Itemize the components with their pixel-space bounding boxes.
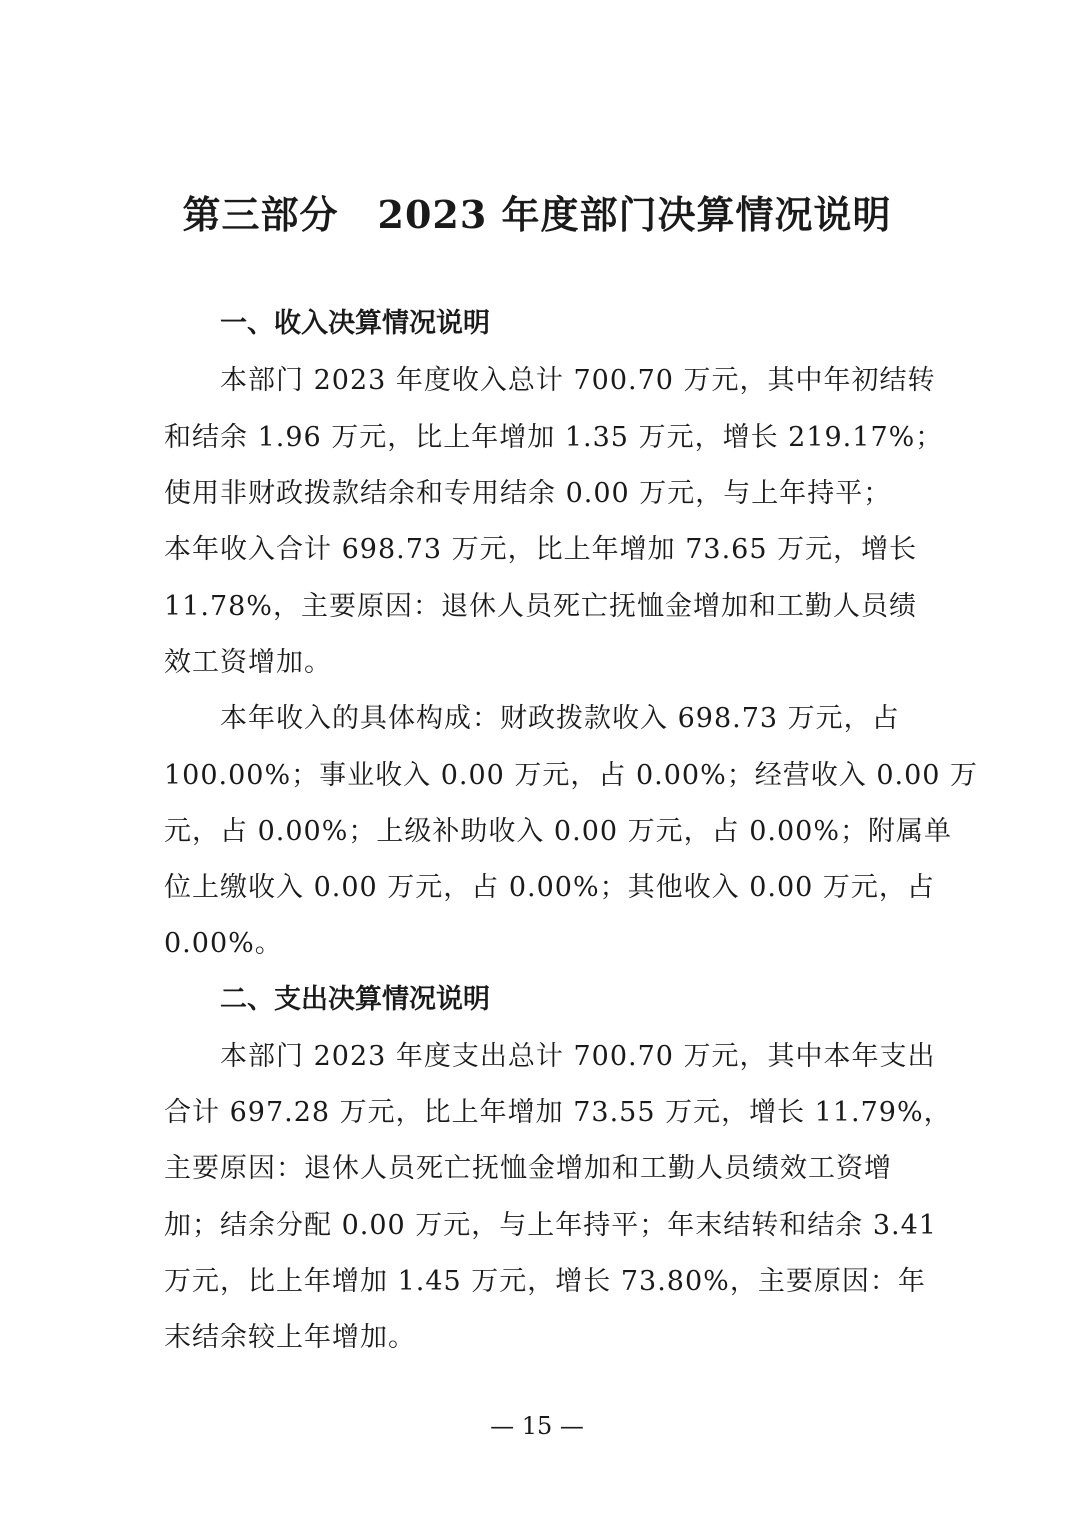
section-heading-income: 一、收入决算情况说明: [220, 308, 490, 339]
section-heading-expenditure: 二、支出决算情况说明: [220, 984, 490, 1015]
paragraph-line: 合计 697.28 万元，比上年增加 73.55 万元，增长 11.79%，: [164, 1097, 952, 1128]
paragraph-line: 本年收入的具体构成：财政拨款收入 698.73 万元，占: [220, 703, 900, 734]
paragraph-line: 0.00%。: [164, 928, 283, 959]
paragraph-line: 100.00%；事业收入 0.00 万元，占 0.00%；经营收入 0.00 万: [164, 760, 979, 791]
paragraph-line: 元，占 0.00%；上级补助收入 0.00 万元，占 0.00%；附属单: [164, 816, 952, 847]
page-title: 第三部分 2023 年度部门决算情况说明: [182, 192, 892, 237]
paragraph-line: 和结余 1.96 万元，比上年增加 1.35 万元，增长 219.17%；: [164, 422, 944, 453]
paragraph-line: 本部门 2023 年度支出总计 700.70 万元，其中本年支出: [220, 1041, 936, 1072]
paragraph-line: 位上缴收入 0.00 万元，占 0.00%；其他收入 0.00 万元，占: [164, 872, 935, 903]
paragraph-line: 本年收入合计 698.73 万元，比上年增加 73.65 万元，增长: [164, 534, 918, 565]
paragraph-line: 使用非财政拨款结余和专用结余 0.00 万元，与上年持平；: [164, 478, 892, 509]
page-number: — 15 —: [490, 1412, 584, 1440]
paragraph-line: 主要原因：退休人员死亡抚恤金增加和工勤人员绩效工资增: [164, 1153, 892, 1184]
paragraph-line: 万元，比上年增加 1.45 万元，增长 73.80%，主要原因：年: [164, 1266, 926, 1297]
paragraph-line: 效工资增加。: [164, 647, 332, 678]
paragraph-line: 末结余较上年增加。: [164, 1322, 416, 1353]
paragraph-line: 加；结余分配 0.00 万元，与上年持平；年末结转和结余 3.41: [164, 1210, 937, 1241]
paragraph-line: 本部门 2023 年度收入总计 700.70 万元，其中年初结转: [220, 365, 936, 396]
paragraph-line: 11.78%，主要原因：退休人员死亡抚恤金增加和工勤人员绩: [164, 591, 917, 622]
